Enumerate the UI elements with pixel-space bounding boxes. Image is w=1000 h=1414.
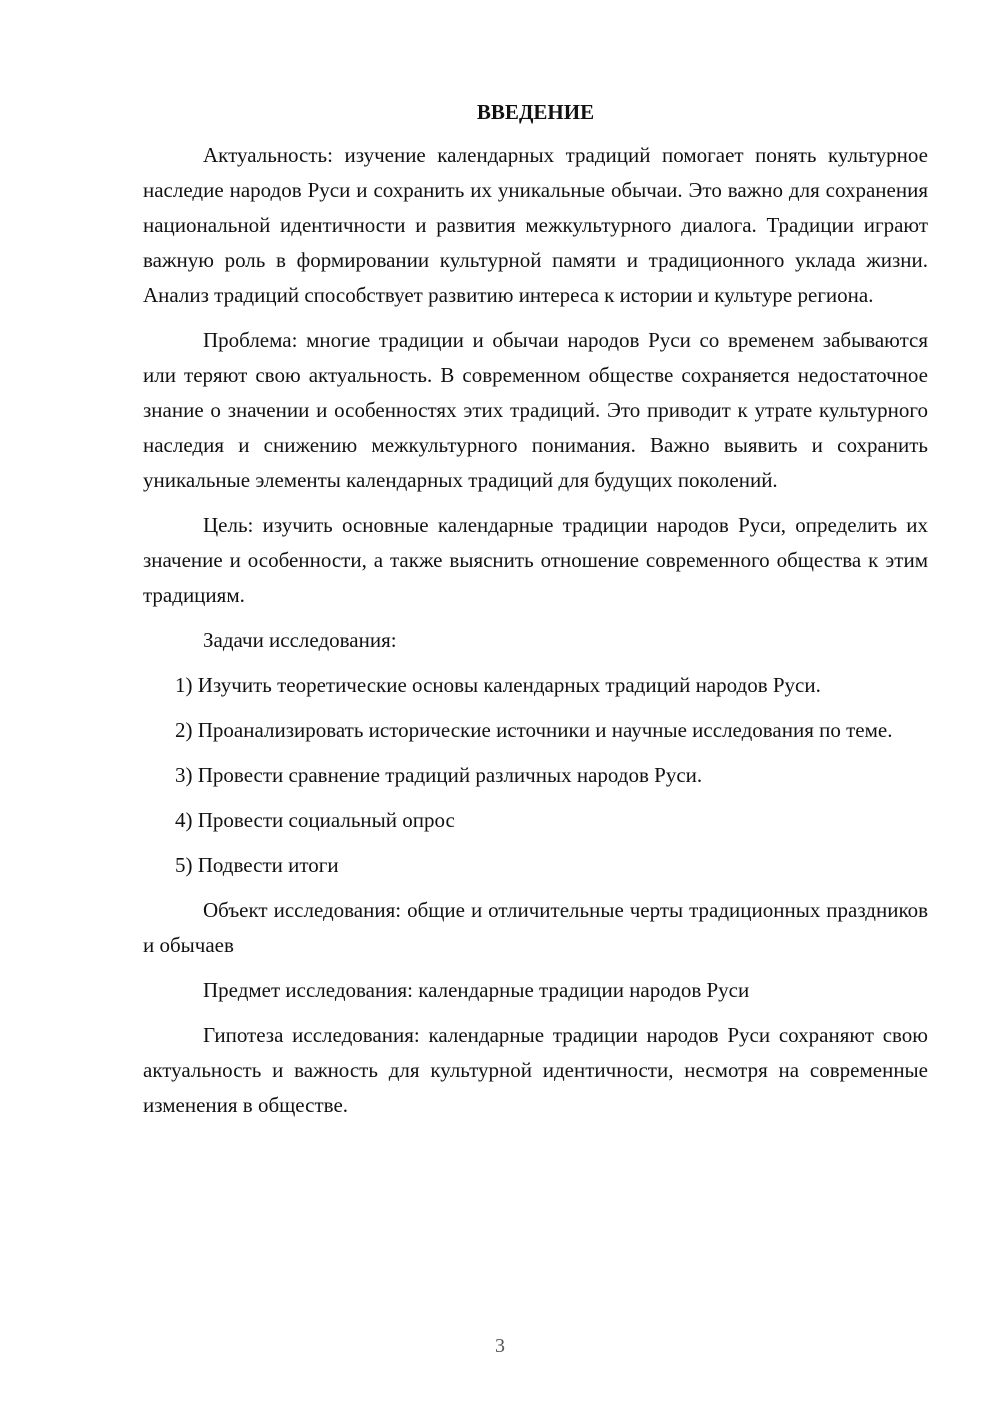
task-item: 4) Провести социальный опрос — [175, 808, 455, 832]
section-title: ВВЕДЕНИЕ — [476, 100, 595, 124]
subject-paragraph: Предмет исследования: календарные традиции народов Руси — [203, 978, 750, 1002]
goal-paragraph: Цель: изучить основные календарные традиции народов Руси, определить их значение и особенности, а также выяснить отношение современного общества к этим традициям. — [143, 513, 928, 607]
object-paragraph: Объект исследования: общие и отличительные черты традиционных праздников и обычаев — [143, 898, 928, 957]
page-number: 3 — [495, 1335, 505, 1357]
task-item: 3) Провести сравнение традиций различных народов Руси. — [175, 763, 703, 787]
task-item: 2) Проанализировать исторические источники и научные исследования по теме. — [175, 718, 893, 742]
hypothesis-paragraph: Гипотеза исследования: календарные традиции народов Руси сохраняют свою актуальность и важность для культурной идентичности, несмотря на современные изменения в обществе. — [143, 1023, 928, 1117]
problem-paragraph: Проблема: многие традиции и обычаи народов Руси со временем забываются или теряют свою актуальность. В современном обществе сохраняется недостаточное знание о значении и особенностях этих традиций. Это приводит к утрате культурного наследия и снижению межкультурного понимания. Важно выявить и сохранить уникальные элементы календарных традиций для будущих поколений. — [143, 328, 928, 492]
relevance-paragraph: Актуальность: изучение календарных традиций помогает понять культурное наследие народов Руси и сохранить их уникальные обычаи. Это важно для сохранения национальной идентичности и развития межкультурного диалога. Традиции играют важную роль в формировании культурной памяти и традиционного уклада жизни. Анализ традиций способствует развитию интереса к истории и культуре региона. — [143, 143, 928, 307]
tasks-heading: Задачи исследования: — [203, 628, 397, 652]
document-page — [143, 96, 928, 1133]
task-item: 5) Подвести итоги — [175, 853, 339, 877]
task-item: 1) Изучить теоретические основы календарных традиций народов Руси. — [175, 673, 821, 697]
